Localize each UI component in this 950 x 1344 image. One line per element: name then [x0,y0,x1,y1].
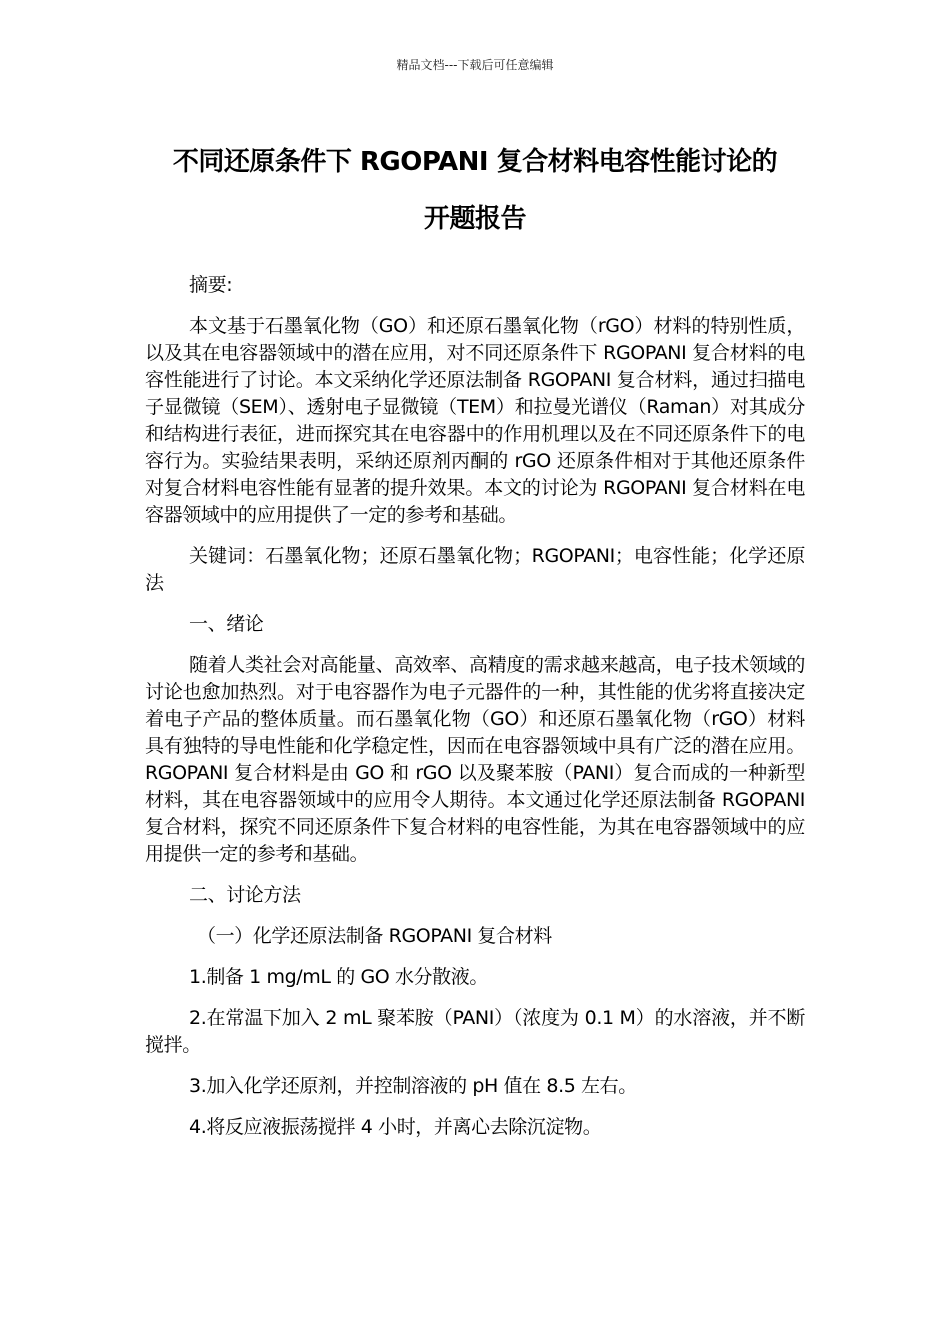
method-step-1: 1.制备 1 mg/mL 的 GO 水分散液。 [189,966,488,988]
document-body [145,272,805,1155]
header-note: 精品文档---下载后可任意编辑 [396,58,554,72]
title-line-1: 不同还原条件下 RGOPANI 复合材料电容性能讨论的 [172,147,778,177]
section-heading-methods: 二、讨论方法 [189,884,301,906]
subsection-heading: （一）化学还原法制备 RGOPANI 复合材料 [197,925,552,947]
method-step-2: 2.在常温下加入 2 mL 聚苯胺（PANI）（浓度为 0.1 M）的水溶液，并不断搅拌。 [145,1007,805,1056]
keywords-paragraph: 关键词：石墨氧化物；还原石墨氧化物；RGOPANI；电容性能；化学还原法 [145,545,805,594]
introduction-paragraph: 随着人类社会对高能量、高效率、高精度的需求越来越高，电子技术领域的讨论也愈加热烈。对于电容器作为电子元器件的一种，其性能的优劣将直接决定着电子产品的整体质量。而石墨氧化物（GO）和还原石墨氧化物（rGO）材料具有独特的导电性能和化学稳定性，因而在电容器领域中具有广泛的潜在应用。RGOPANI 复合材料是由 GO 和 rGO 以及聚苯胺（PANI）复合而成的一种新型材料，其在电容器领域中的应用令人期待。本文通过化学还原法制备 RGOPANI 复合材料，探究不同还原条件下复合材料的电容性能，为其在电容器领域中的应用提供一定的参考和基础。 [145,654,805,865]
title-line-2: 开题报告 [423,204,526,234]
abstract-paragraph: 本文基于石墨氧化物（GO）和还原石墨氧化物（rGO）材料的特别性质，以及其在电容器领域中的潜在应用，对不同还原条件下 RGOPANI 复合材料的电容性能进行了讨论。本文采纳化学还原法制备 RGOPANI 复合材料，通过扫描电子显微镜（SEM）、透射电子显微镜（TEM）和拉曼光谱仪（Raman）对其成分和结构进行表征，进而探究其在电容器中的作用机理以及在不同还原条件下的电容行为。实验结果表明，采纳还原剂丙酮的 rGO 还原条件相对于其他还原条件对复合材料电容性能有显著的提升效果。本文的讨论为 RGOPANI 复合材料在电容器领域中的应用提供了一定的参考和基础。 [145,315,805,526]
method-step-4: 4.将反应液振荡搅拌 4 小时，并离心去除沉淀物。 [189,1116,602,1138]
abstract-label: 摘要: [189,274,233,296]
section-heading-introduction: 一、绪论 [189,613,264,635]
document-title [140,134,810,248]
method-step-3: 3.加入化学还原剂，并控制溶液的 pH 值在 8.5 左右。 [189,1075,637,1097]
